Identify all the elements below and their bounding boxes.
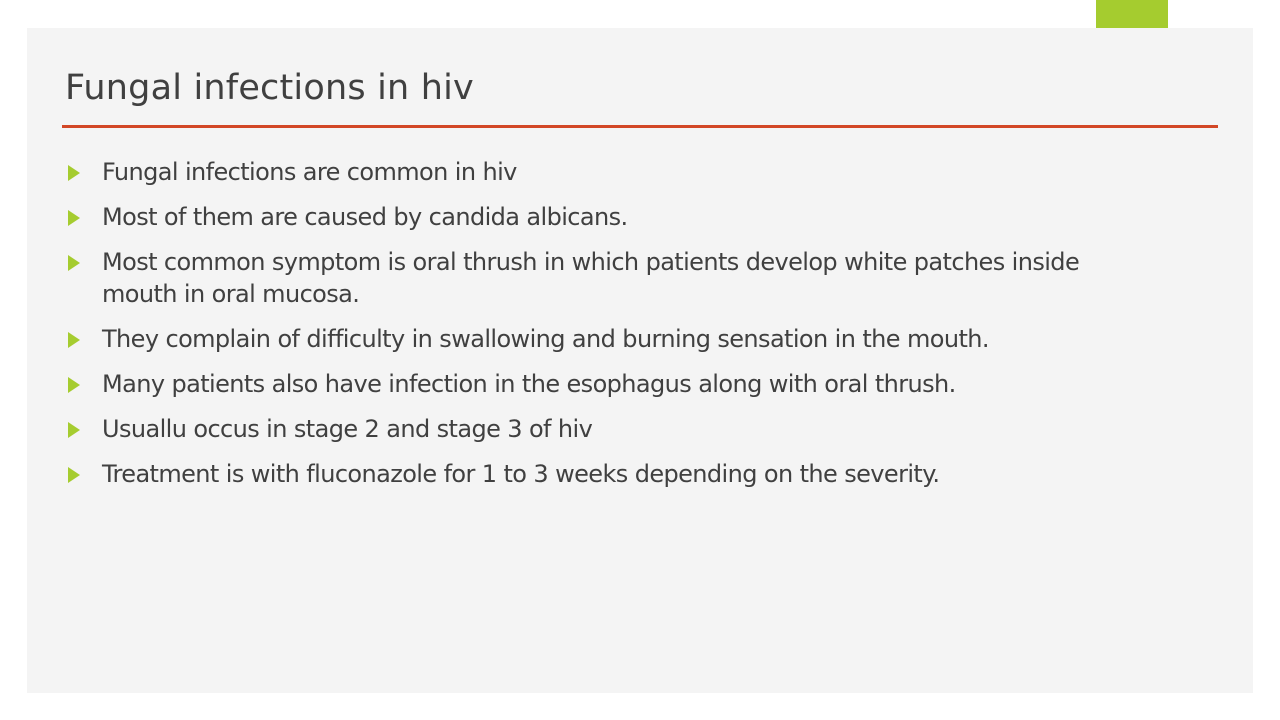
bullet-text: They complain of difficulty in swallowing and burning sensation in the mouth. — [102, 325, 989, 353]
triangle-bullet-icon — [68, 210, 80, 226]
bullet-item — [66, 368, 1156, 400]
bullet-text: Most common symptom is oral thrush in which patients develop white patches inside mouth in oral mucosa. — [102, 248, 1080, 308]
bullet-text: Many patients also have infection in the esophagus along with oral thrush. — [102, 370, 956, 398]
bullet-item — [66, 413, 1156, 445]
triangle-bullet-icon — [68, 377, 80, 393]
triangle-bullet-icon — [68, 165, 80, 181]
bullet-text: Usuallu occus in stage 2 and stage 3 of hiv — [102, 415, 593, 443]
bullet-item — [66, 201, 1156, 233]
bullet-item — [66, 458, 1156, 490]
bullet-text: Fungal infections are common in hiv — [102, 158, 517, 186]
accent-tab — [1096, 0, 1168, 28]
bullet-list — [66, 156, 1156, 503]
bullet-item — [66, 156, 1156, 188]
slide-title: Fungal infections in hiv — [65, 68, 474, 108]
triangle-bullet-icon — [68, 255, 80, 271]
triangle-bullet-icon — [68, 467, 80, 483]
triangle-bullet-icon — [68, 332, 80, 348]
triangle-bullet-icon — [68, 422, 80, 438]
bullet-item — [66, 246, 1156, 310]
title-divider — [62, 125, 1218, 128]
bullet-text: Most of them are caused by candida albicans. — [102, 203, 628, 231]
bullet-item — [66, 323, 1156, 355]
bullet-text: Treatment is with fluconazole for 1 to 3 weeks depending on the severity. — [102, 460, 940, 488]
